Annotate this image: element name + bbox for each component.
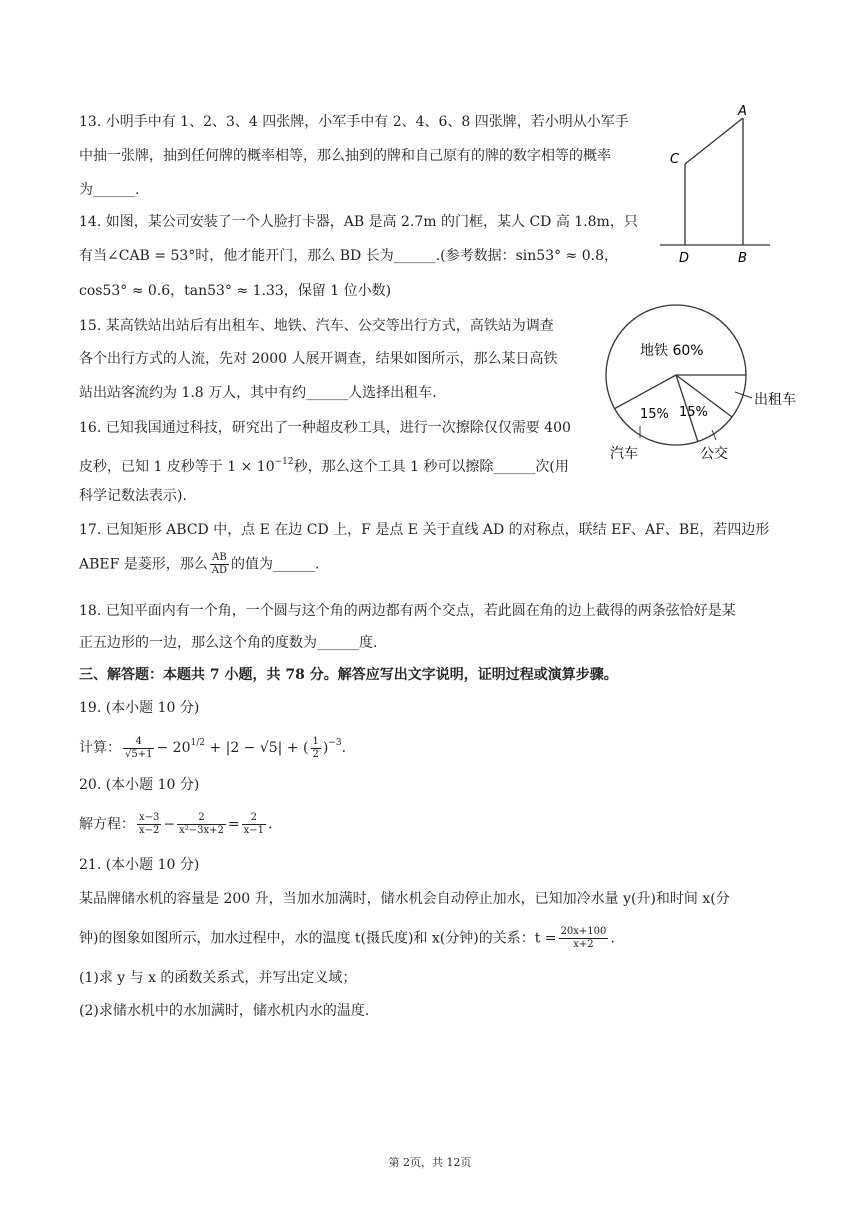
q15-line3: 站出站客流约为 1.8 万人，其中有约______人选择出租车. <box>79 385 437 401</box>
q21-heading: 21. (本小题 10 分) <box>79 857 200 873</box>
q16-line3: 科学记数法表示). <box>79 488 187 504</box>
q16-exponent: −12 <box>274 457 294 467</box>
q17-line1: 17. 已知矩形 ABCD 中，点 E 在边 CD 上，F 是点 E 关于直线 AD 的对称点，联结 EF、AF、BE，若四边形 <box>79 522 770 538</box>
q21-line1: 某品牌储水机的容量是 200 升，当加水加满时，储水机会自动停止加水，已知加冷水量 y(升)和时间 x(分 <box>79 891 730 907</box>
q17-line2-b: 的值为______. <box>231 556 320 573</box>
q19-part4: ) <box>322 740 329 756</box>
door-frame-figure <box>660 100 780 268</box>
divider-subway <box>614 375 676 409</box>
label-b: B <box>738 251 747 266</box>
q17-line2-a: ABEF 是菱形，那么 <box>79 556 208 573</box>
q16-line2-b: 秒，那么这个工具 1 秒可以擦除______次(用 <box>293 459 569 475</box>
q20-fraction2: $\frac{2}{\text{x²−3x+2}}$ <box>179 812 224 836</box>
q16-line2-a: 皮秒，已知 1 皮秒等于 1 × 10 <box>79 459 275 475</box>
q21-line2-a: 钟)的图象如图所示，加水过程中，水的温度 t(摄氏度)和 x(分钟)的关系：t = <box>79 930 557 947</box>
travel-mode-pie-chart <box>600 300 810 470</box>
q15-line1: 15. 某高铁站出站后有出租车、地铁、汽车、公交等出行方式，高铁站为调查 <box>79 318 554 334</box>
q21-fraction: $\frac{20x+100}{x+2}$ <box>560 926 607 950</box>
q21-part2: (2)求储水机中的水加满时，储水机内水的温度. <box>79 1003 370 1019</box>
label-car-pct: 15% <box>640 407 669 422</box>
label-bus-pct: 15% <box>679 405 708 420</box>
q17-fraction: $\frac{AB}{AD}$ <box>211 552 228 576</box>
q19-heading: 19. (本小题 10 分) <box>79 700 200 716</box>
q13-line2: 中抽一张牌，抽到任何牌的概率相等，那么抽到的牌和自己原有的牌的数字相等的概率 <box>79 148 611 164</box>
q20-equation <box>79 812 272 837</box>
q16-line2 <box>79 452 569 477</box>
q14-line1: 14. 如图，某公司安装了一个人脸打卡器，AB 是高 2.7m 的门框，某人 CD 高 1.8m，只 <box>79 214 638 230</box>
q20-fraction1: $\frac{x-3}{x-2}$ <box>139 812 160 836</box>
q20-end: . <box>268 816 273 833</box>
q19-expression <box>79 733 346 761</box>
q21-line2 <box>79 926 615 951</box>
section-3-heading: 三、解答题：本题共 7 小题，共 78 分。解答应写出文字说明，证明过程或演算步骤。 <box>79 667 618 683</box>
page-footer: 第 2页，共 12页 <box>388 1156 472 1169</box>
q19-part3: + |2 − √5| + ( <box>204 740 309 756</box>
q19-exponent2: −3 <box>328 738 342 748</box>
q19-end: . <box>341 740 347 756</box>
segment-ca <box>685 118 743 164</box>
label-c: C <box>670 152 680 167</box>
q21-line2-end: . <box>610 930 615 947</box>
q18-line1: 18. 已知平面内有一个角，一个圆与这个角的两边都有两个交点，若此圆在角的边上截得的两条弦恰好是某 <box>79 603 736 619</box>
label-bus: 公交 <box>700 446 728 462</box>
q13-line1: 13. 小明手中有 1、2、3、4 四张牌，小军手中有 2、4、6、8 四张牌，若小明从小军手 <box>79 114 629 130</box>
q20-heading: 20. (本小题 10 分) <box>79 777 200 793</box>
q20-label: 解方程： <box>79 816 135 833</box>
q20-minus: − <box>163 816 176 833</box>
q19-exponent: 1/2 <box>190 738 205 748</box>
label-d: D <box>679 251 690 266</box>
q16-line1: 16. 已知我国通过科技，研究出了一种超皮秒工具，进行一次擦除仅仅需要 400 <box>79 420 571 436</box>
label-subway: 地铁 60% <box>640 343 704 359</box>
label-a: A <box>738 104 747 119</box>
q14-line2: 有当∠CAB = 53°时，他才能开门，那么 BD 长为______.(参考数据：sin53° ≈ 0.8， <box>79 248 618 264</box>
q14-line3: cos53° ≈ 0.6，tan53° ≈ 1.33，保留 1 位小数) <box>79 283 392 299</box>
q19-part2: − 20 <box>156 740 191 756</box>
label-car: 汽车 <box>610 446 638 462</box>
q19-label: 计算： <box>79 740 121 756</box>
q13-line3: 为______. <box>79 182 140 198</box>
q19-half: $\frac{1}{2}$ <box>312 735 319 760</box>
q20-equals: = <box>227 816 240 833</box>
q20-fraction3: $\frac{2}{x-1}$ <box>243 812 265 836</box>
label-taxi: 出租车 <box>754 392 796 408</box>
q18-line2: 正五边形的一边，那么这个角的度数为______度. <box>79 635 378 651</box>
q17-line2 <box>79 552 320 577</box>
q19-fraction: $\frac{4}{√5+1}$ <box>125 735 153 760</box>
q21-part1: (1)求 y 与 x 的函数关系式，并写出定义域； <box>79 970 357 986</box>
q15-line2: 各个出行方式的人流，先对 2000 人展开调查，结果如图所示，那么某日高铁 <box>79 351 558 367</box>
